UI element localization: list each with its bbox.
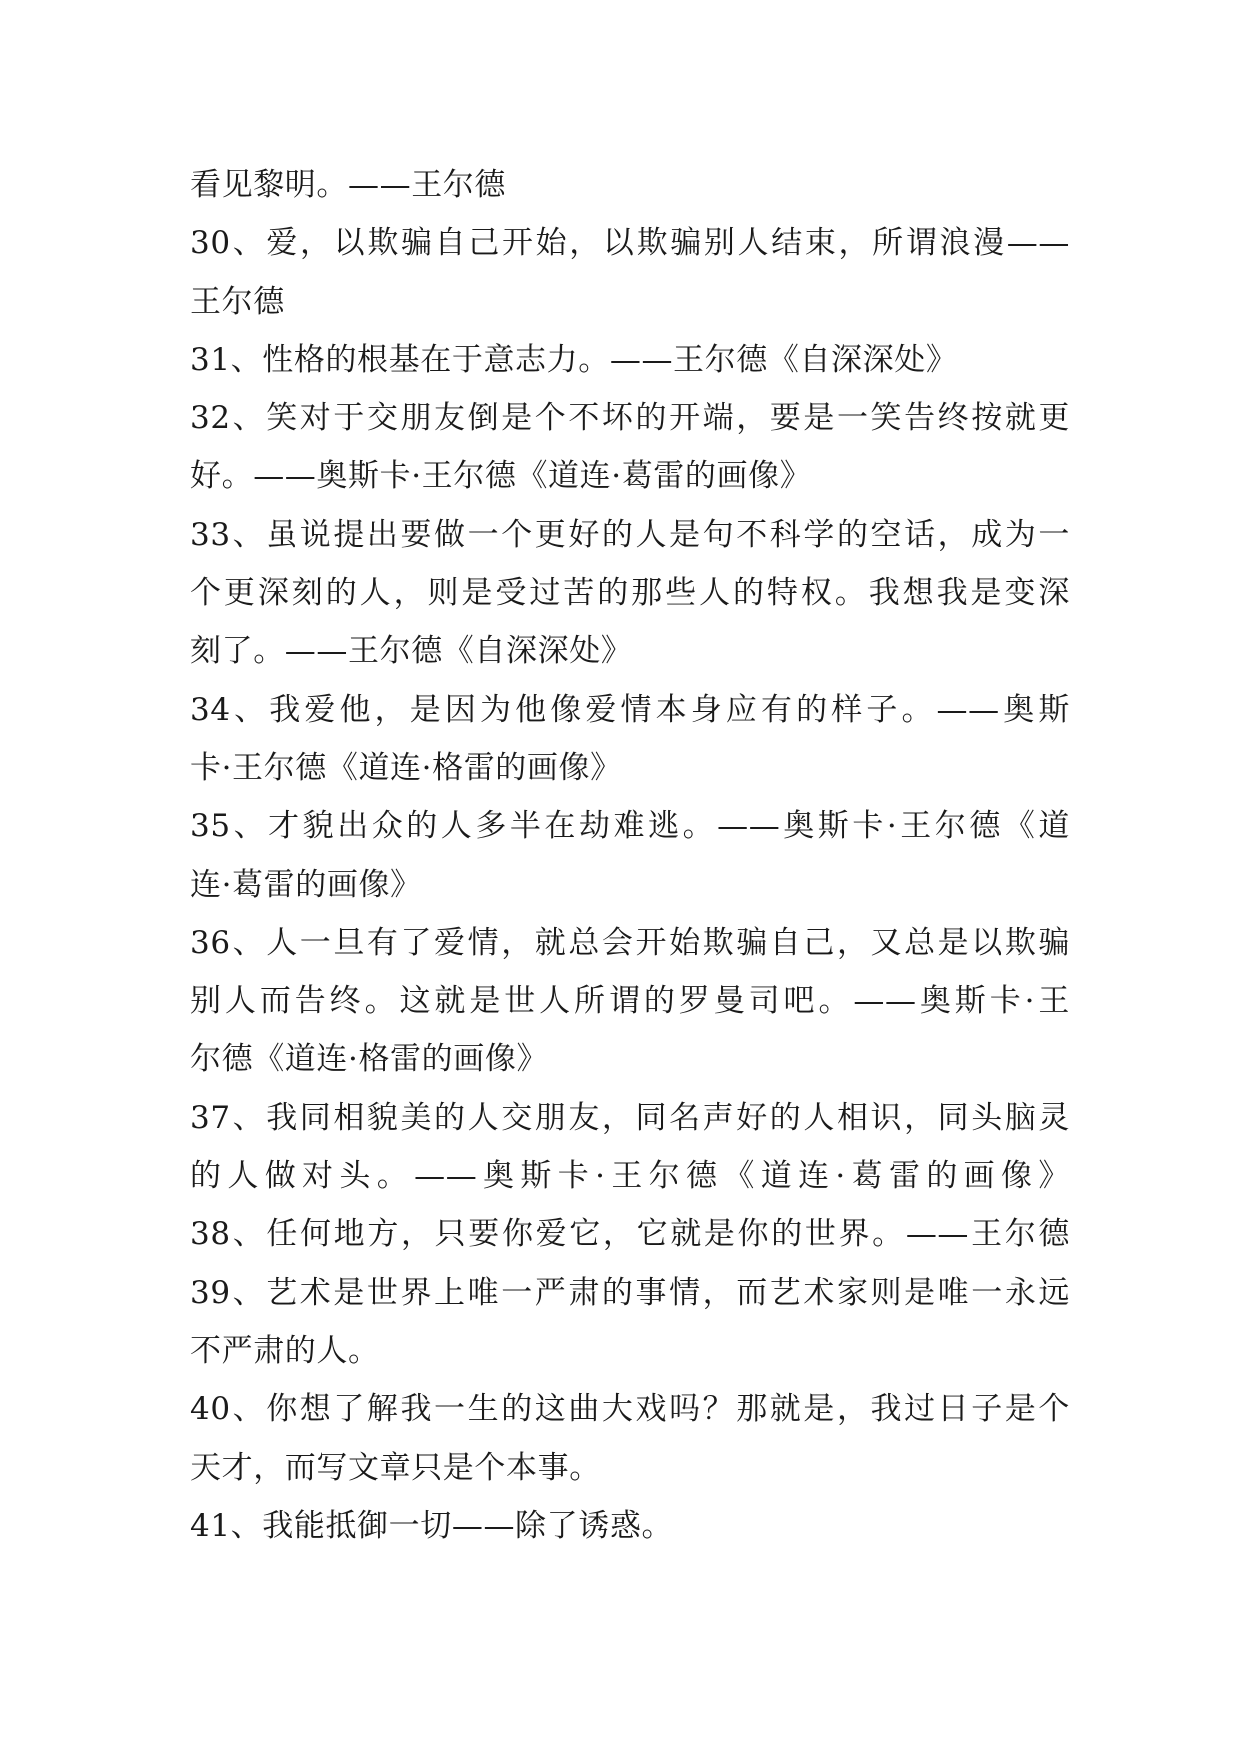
text-line: 41、我能抵御一切——除了诱惑。 xyxy=(190,1507,674,1544)
text-line: 35、才貌出众的人多半在劫难逃。——奥斯卡·王尔德《道 xyxy=(190,808,1070,845)
text-line: 看见黎明。——王尔德 xyxy=(190,167,506,203)
text-line: 好。——奥斯卡·王尔德《道连·葛雷的画像》 xyxy=(190,458,812,495)
text-line: 32、笑对于交朋友倒是个不坏的开端，要是一笑告终按就更 xyxy=(190,400,1070,437)
text-line: 不严肃的人。 xyxy=(190,1332,380,1369)
text-line: 卡·王尔德《道连·格雷的画像》 xyxy=(190,749,622,786)
text-line: 40、你想了解我一生的这曲大戏吗？那就是，我过日子是个 xyxy=(190,1391,1070,1428)
text-line: 别人而告终。这就是世人所谓的罗曼司吧。——奥斯卡·王 xyxy=(190,983,1070,1020)
text-line: 天才，而写文章只是个本事。 xyxy=(190,1449,601,1486)
text-line: 王尔德 xyxy=(190,283,285,320)
text-line: 30、爱，以欺骗自己开始，以欺骗别人结束，所谓浪漫—— xyxy=(190,225,1070,262)
text-line: 37、我同相貌美的人交朋友，同名声好的人相识，同头脑灵 xyxy=(190,1099,1070,1136)
text-line: 33、虽说提出要做一个更好的人是句不科学的空话，成为一 xyxy=(190,516,1070,553)
text-line: 连·葛雷的画像》 xyxy=(190,866,422,903)
text-line: 刻了。——王尔德《自深深处》 xyxy=(190,633,633,670)
text-line: 尔德《道连·格雷的画像》 xyxy=(190,1041,549,1078)
text-line: 的人做对头。——奥斯卡·王尔德《道连·葛雷的画像》 xyxy=(190,1158,1070,1195)
text-line: 个更深刻的人，则是受过苦的那些人的特权。我想我是变深 xyxy=(190,575,1070,612)
quote-text-body xyxy=(190,156,1070,1555)
text-line: 31、性格的根基在于意志力。——王尔德《自深深处》 xyxy=(190,341,958,378)
text-line: 34、我爱他，是因为他像爱情本身应有的样子。——奥斯 xyxy=(190,691,1070,728)
text-line: 38、任何地方，只要你爱它，它就是你的世界。——王尔德 xyxy=(190,1216,1070,1253)
text-line: 36、人一旦有了爱情，就总会开始欺骗自己，又总是以欺骗 xyxy=(190,924,1070,961)
text-line: 39、艺术是世界上唯一严肃的事情，而艺术家则是唯一永远 xyxy=(190,1274,1070,1311)
